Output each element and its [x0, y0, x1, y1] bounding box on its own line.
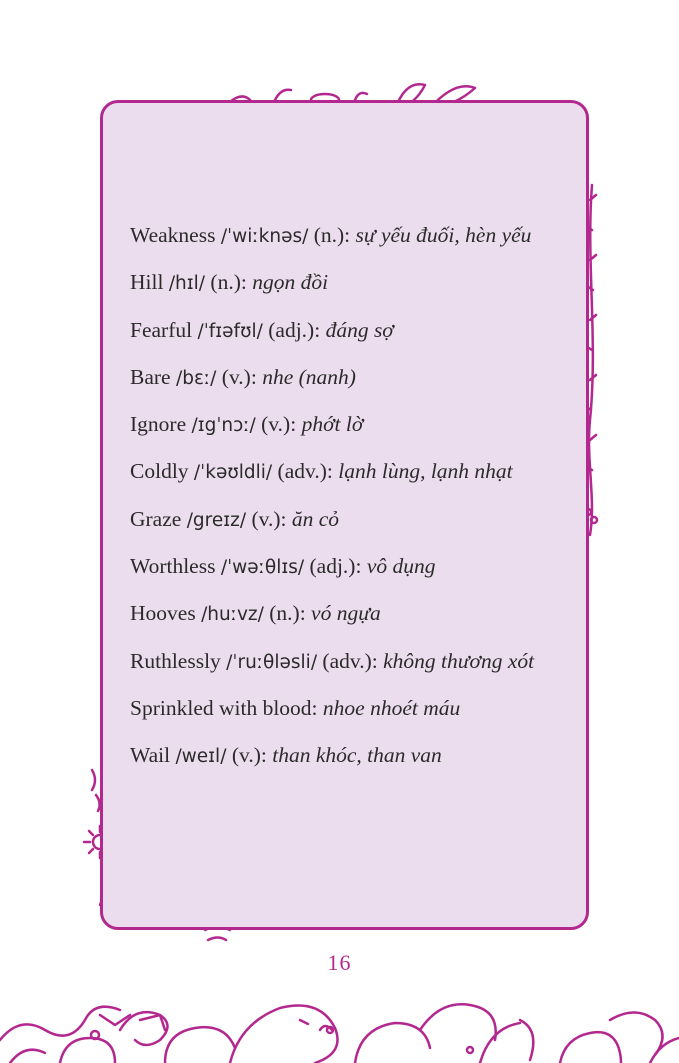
vocab-pos: (v.):	[221, 364, 257, 389]
vocab-word: Ignore	[130, 412, 187, 437]
vocab-meaning: lạnh lùng, lạnh nhạt	[338, 459, 513, 484]
vocab-entry	[130, 644, 570, 691]
vocab-word: Graze	[130, 506, 182, 531]
vocab-pos: (adv.):	[277, 459, 333, 484]
vocab-entry	[130, 218, 570, 265]
vocab-entry	[130, 502, 570, 549]
vocab-entry	[130, 407, 570, 454]
vocab-word: Wail	[130, 743, 171, 768]
vocab-ipa: /ɪgˈnɔː/	[191, 415, 256, 437]
vocab-word: Hooves	[130, 601, 196, 626]
vocab-ipa: /ˈwiːknəs/	[220, 226, 309, 247]
vocab-pos: (adj.):	[268, 317, 321, 342]
vocab-entry	[130, 313, 570, 360]
page-number: 16	[327, 950, 352, 975]
vocab-word: Sprinkled with blood:	[130, 695, 318, 720]
vocab-pos: (adj.):	[309, 554, 362, 579]
vocabulary-list	[130, 218, 570, 786]
vocab-meaning: vô dụng	[366, 554, 436, 579]
vocab-meaning: vó ngựa	[311, 601, 381, 626]
vocab-pos: (v.):	[251, 506, 287, 531]
vocab-ipa: /ˈfɪəfʊl/	[197, 320, 263, 342]
vocab-entry	[130, 596, 570, 643]
vocab-entry	[130, 738, 570, 785]
vocab-word: Worthless	[130, 554, 216, 579]
vocab-pos: (v.):	[231, 743, 267, 768]
vocab-meaning: nhe (nanh)	[262, 364, 356, 389]
vocab-pos: (adv.):	[322, 648, 378, 673]
vocab-word: Weakness	[130, 223, 216, 247]
vocab-word: Coldly	[130, 459, 189, 484]
vocab-meaning: đáng sợ	[325, 317, 394, 342]
vocab-ipa: /bɛː/	[175, 367, 217, 389]
vocab-ipa: /ˈruːθləsli/	[226, 651, 318, 673]
vocab-meaning: phớt lờ	[301, 412, 364, 437]
vocab-word: Hill	[130, 270, 164, 295]
vocab-entry	[130, 454, 570, 501]
vocab-meaning: ngọn đồi	[252, 270, 329, 295]
vocab-ipa: /weɪl/	[175, 746, 227, 768]
vocab-ipa: /greɪz/	[186, 509, 247, 531]
vocab-ipa: /huːvz/	[201, 604, 264, 626]
vocab-pos: (n.):	[313, 223, 351, 247]
vocab-entry	[130, 360, 570, 407]
vocab-meaning: sự yếu đuối, hèn yếu	[355, 223, 532, 247]
vocab-ipa: /hɪl/	[168, 273, 206, 295]
vocab-pos: (n.):	[210, 270, 247, 295]
vocab-entry	[130, 549, 570, 596]
vocab-entry	[130, 265, 570, 312]
vocab-entry	[130, 691, 570, 738]
vocab-meaning: không thương xót	[383, 648, 535, 673]
vocab-word: Fearful	[130, 317, 193, 342]
vocab-pos: (v.):	[261, 412, 297, 437]
vocab-ipa: /ˈwəːθlɪs/	[220, 557, 305, 579]
vocab-meaning: nhoe nhoét máu	[322, 695, 461, 720]
vocab-meaning: ăn cỏ	[291, 506, 340, 531]
vocab-ipa: /ˈkəʊldli/	[193, 462, 273, 484]
vocab-meaning: than khóc, than van	[272, 743, 442, 768]
vocab-word: Ruthlessly	[130, 648, 221, 673]
vocab-word: Bare	[130, 364, 171, 389]
vocab-pos: (n.):	[269, 601, 306, 626]
